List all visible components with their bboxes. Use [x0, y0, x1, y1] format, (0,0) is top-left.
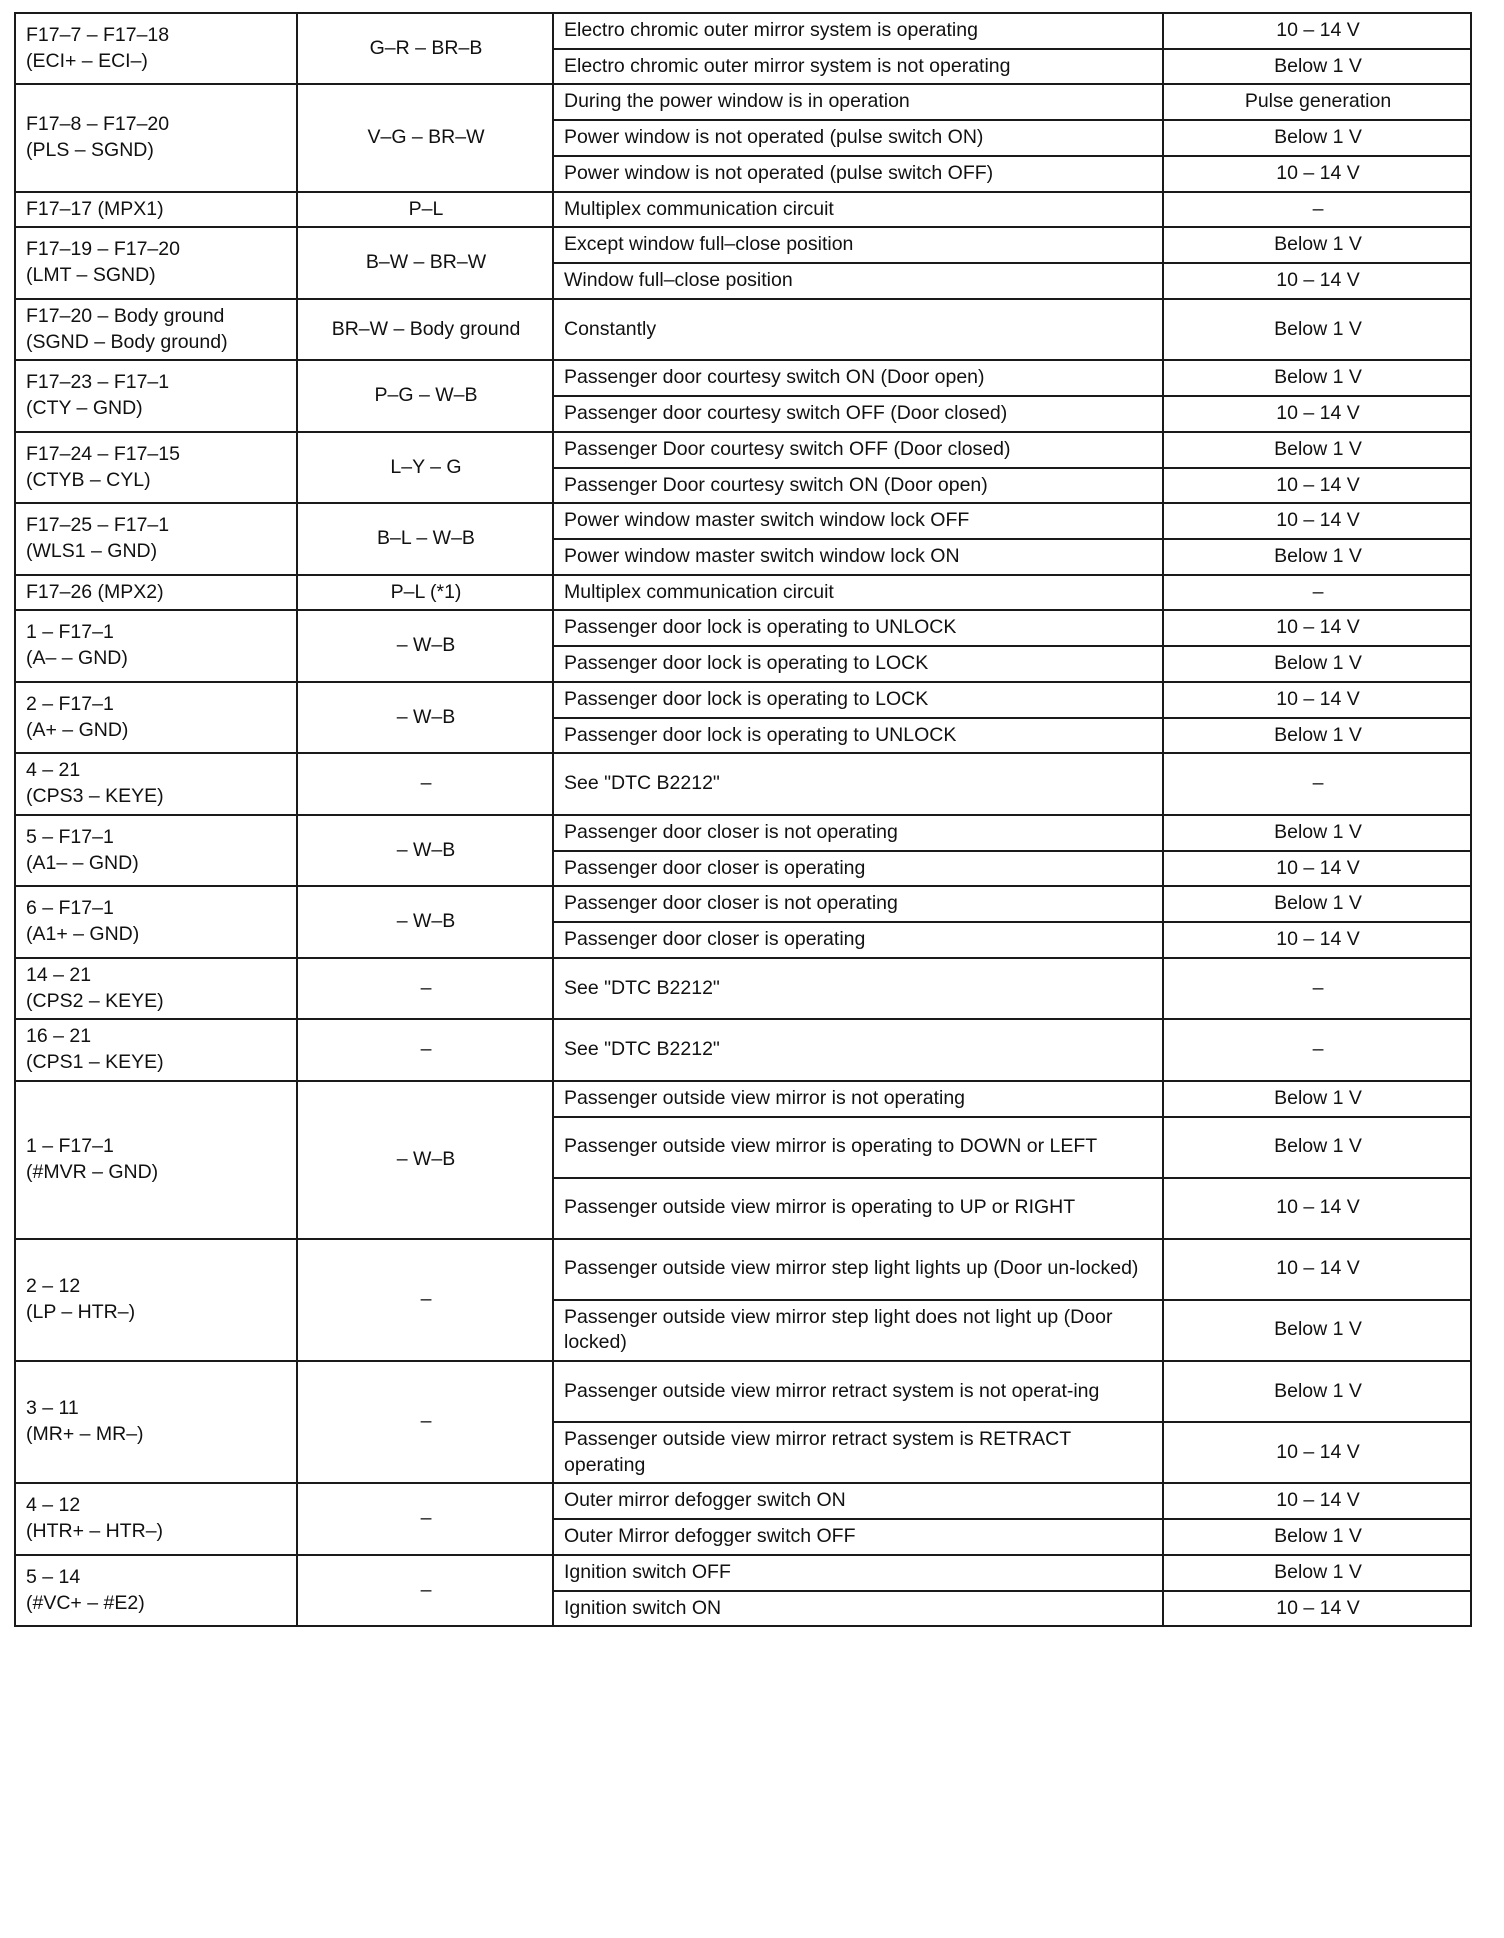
table-row — [15, 84, 1471, 120]
table-row — [15, 610, 1471, 646]
specified-condition-cell: Below 1 V — [1163, 539, 1471, 575]
condition-cell: Passenger outside view mirror retract system is RETRACT operating — [553, 1422, 1163, 1483]
terminal-no: F17–20 – Body ground — [26, 304, 225, 327]
condition-cell: Electro chromic outer mirror system is operating — [553, 13, 1163, 49]
specified-condition-cell: – — [1163, 753, 1471, 814]
table-body — [15, 13, 1471, 1626]
wiring-color-cell: – — [297, 958, 553, 1019]
condition-cell: Passenger door courtesy switch ON (Door open) — [553, 360, 1163, 396]
table-row — [15, 753, 1471, 814]
condition-cell: Passenger outside view mirror is operating to DOWN or LEFT — [553, 1117, 1163, 1178]
condition-cell: Passenger door closer is not operating — [553, 886, 1163, 922]
terminal-no: F17–19 – F17–20 — [26, 238, 180, 261]
specified-condition-cell: Below 1 V — [1163, 49, 1471, 85]
specified-condition-cell: 10 – 14 V — [1163, 1483, 1471, 1519]
terminal-voltage-table — [14, 12, 1472, 1627]
terminal-symbol: (LMT – SGND) — [26, 264, 156, 287]
terminal-cell — [15, 1555, 297, 1626]
terminal-no: 6 – F17–1 — [26, 897, 114, 920]
condition-cell: Ignition switch OFF — [553, 1555, 1163, 1591]
terminal-cell — [15, 815, 297, 886]
table-row — [15, 299, 1471, 360]
terminal-cell — [15, 503, 297, 574]
specified-condition-cell: – — [1163, 192, 1471, 228]
terminal-symbol: (A1– – GND) — [26, 851, 139, 874]
table-row — [15, 1555, 1471, 1591]
wiring-color-cell: – — [297, 1483, 553, 1554]
terminal-cell — [15, 192, 297, 228]
specified-condition-cell: 10 – 14 V — [1163, 1239, 1471, 1300]
specified-condition-cell: 10 – 14 V — [1163, 13, 1471, 49]
terminal-no: F17–7 – F17–18 — [26, 24, 170, 46]
specified-condition-cell: Below 1 V — [1163, 120, 1471, 156]
condition-cell: Passenger Door courtesy switch OFF (Door closed) — [553, 432, 1163, 468]
condition-cell: Passenger door lock is operating to LOCK — [553, 682, 1163, 718]
table-row — [15, 13, 1471, 49]
terminal-symbol: (HTR+ – HTR–) — [26, 1520, 164, 1543]
table-row — [15, 360, 1471, 396]
terminal-cell — [15, 1361, 297, 1483]
specified-condition-cell: Below 1 V — [1163, 815, 1471, 851]
terminal-symbol: (WLS1 – GND) — [26, 540, 158, 563]
terminal-cell — [15, 1019, 297, 1080]
condition-cell: Passenger outside view mirror step light lights up (Door un-locked) — [553, 1239, 1163, 1300]
wiring-color-cell: – — [297, 753, 553, 814]
table-row — [15, 192, 1471, 228]
terminal-no: F17–26 (MPX2) — [26, 580, 164, 603]
condition-cell: Passenger outside view mirror is not operating — [553, 1081, 1163, 1117]
specified-condition-cell: Below 1 V — [1163, 432, 1471, 468]
specified-condition-cell: Below 1 V — [1163, 1361, 1471, 1422]
terminal-symbol: (#VC+ – #E2) — [26, 1591, 145, 1614]
specified-condition-cell: Below 1 V — [1163, 1555, 1471, 1591]
wiring-color-cell: – W–B — [297, 886, 553, 957]
wiring-color-cell: L–Y – G — [297, 432, 553, 503]
specified-condition-cell: Below 1 V — [1163, 1519, 1471, 1555]
terminal-no: 3 – 11 — [26, 1397, 79, 1420]
condition-cell: Outer mirror defogger switch ON — [553, 1483, 1163, 1519]
terminal-cell — [15, 360, 297, 431]
specified-condition-cell: 10 – 14 V — [1163, 851, 1471, 887]
condition-cell: Passenger door lock is operating to LOCK — [553, 646, 1163, 682]
condition-cell: Constantly — [553, 299, 1163, 360]
specified-condition-cell: 10 – 14 V — [1163, 503, 1471, 539]
condition-cell: Passenger door closer is operating — [553, 922, 1163, 958]
terminal-cell — [15, 753, 297, 814]
specified-condition-cell: 10 – 14 V — [1163, 396, 1471, 432]
terminal-no: F17–8 – F17–20 — [26, 113, 170, 136]
condition-cell: Passenger outside view mirror is operating to UP or RIGHT — [553, 1178, 1163, 1239]
specified-condition-cell: – — [1163, 575, 1471, 611]
specified-condition-cell: 10 – 14 V — [1163, 1591, 1471, 1627]
table-row — [15, 682, 1471, 718]
table-row — [15, 1019, 1471, 1080]
table-row — [15, 958, 1471, 1019]
terminal-symbol: (A1+ – GND) — [26, 923, 140, 946]
terminal-cell — [15, 575, 297, 611]
condition-cell: Electro chromic outer mirror system is not operating — [553, 49, 1163, 85]
specified-condition-cell: Below 1 V — [1163, 1300, 1471, 1361]
specified-condition-cell: Below 1 V — [1163, 299, 1471, 360]
wiring-color-cell: – W–B — [297, 1081, 553, 1239]
table-row — [15, 575, 1471, 611]
specified-condition-cell: Pulse generation — [1163, 84, 1471, 120]
wiring-color-cell: – — [297, 1239, 553, 1361]
terminal-cell — [15, 1483, 297, 1554]
specified-condition-cell: Below 1 V — [1163, 360, 1471, 396]
specified-condition-cell: 10 – 14 V — [1163, 263, 1471, 299]
wiring-color-cell: P–L — [297, 192, 553, 228]
specified-condition-cell: Below 1 V — [1163, 646, 1471, 682]
terminal-no: 1 – F17–1 — [26, 621, 114, 644]
specified-condition-cell: Below 1 V — [1163, 1081, 1471, 1117]
condition-cell: Power window master switch window lock OFF — [553, 503, 1163, 539]
condition-cell: During the power window is in operation — [553, 84, 1163, 120]
terminal-cell — [15, 84, 297, 191]
terminal-symbol: (SGND – Body ground) — [26, 330, 228, 353]
terminal-symbol: (CPS2 – KEYE) — [26, 989, 164, 1012]
wiring-color-cell: – — [297, 1555, 553, 1626]
terminal-spec-sheet — [14, 12, 1470, 1627]
condition-cell: See "DTC B2212" — [553, 1019, 1163, 1080]
terminal-symbol: (MR+ – MR–) — [26, 1423, 144, 1446]
wiring-color-cell: B–L – W–B — [297, 503, 553, 574]
terminal-no: 4 – 21 — [26, 759, 81, 782]
wiring-color-cell: – W–B — [297, 682, 553, 753]
condition-cell: Passenger door lock is operating to UNLOCK — [553, 718, 1163, 754]
specified-condition-cell: 10 – 14 V — [1163, 922, 1471, 958]
terminal-no: 1 – F17–1 — [26, 1134, 114, 1157]
table-row — [15, 432, 1471, 468]
specified-condition-cell: 10 – 14 V — [1163, 468, 1471, 504]
wiring-color-cell: – — [297, 1019, 553, 1080]
terminal-no: F17–17 (MPX1) — [26, 197, 164, 220]
wiring-color-cell: P–G – W–B — [297, 360, 553, 431]
terminal-symbol: (CTYB – CYL) — [26, 468, 151, 491]
terminal-cell — [15, 1081, 297, 1239]
specified-condition-cell: – — [1163, 958, 1471, 1019]
table-row — [15, 815, 1471, 851]
terminal-no: 5 – 14 — [26, 1565, 81, 1588]
condition-cell: Passenger door courtesy switch OFF (Door closed) — [553, 396, 1163, 432]
wiring-color-cell: BR–W – Body ground — [297, 299, 553, 360]
table-row — [15, 1081, 1471, 1117]
condition-cell: Outer Mirror defogger switch OFF — [553, 1519, 1163, 1555]
condition-cell: Passenger Door courtesy switch ON (Door open) — [553, 468, 1163, 504]
terminal-no: 5 – F17–1 — [26, 825, 114, 848]
terminal-no: F17–25 – F17–1 — [26, 514, 170, 537]
condition-cell: Power window is not operated (pulse switch ON) — [553, 120, 1163, 156]
terminal-cell — [15, 1239, 297, 1361]
specified-condition-cell: Below 1 V — [1163, 718, 1471, 754]
wiring-color-cell: V–G – BR–W — [297, 84, 553, 191]
terminal-cell — [15, 886, 297, 957]
terminal-no: F17–23 – F17–1 — [26, 371, 170, 394]
terminal-symbol: (LP – HTR–) — [26, 1300, 136, 1323]
terminal-cell — [15, 958, 297, 1019]
condition-cell: Passenger door closer is not operating — [553, 815, 1163, 851]
specified-condition-cell: Below 1 V — [1163, 227, 1471, 263]
table-row — [15, 886, 1471, 922]
terminal-symbol: (CPS3 – KEYE) — [26, 785, 164, 808]
specified-condition-cell: – — [1163, 1019, 1471, 1080]
table-row — [15, 1483, 1471, 1519]
terminal-no: 2 – F17–1 — [26, 692, 114, 715]
condition-cell: Except window full–close position — [553, 227, 1163, 263]
wiring-color-cell: – W–B — [297, 610, 553, 681]
table-row — [15, 1239, 1471, 1300]
wiring-color-cell: B–W – BR–W — [297, 227, 553, 298]
terminal-symbol: (CTY – GND) — [26, 397, 143, 420]
terminal-symbol: (ECI+ – ECI–) — [26, 49, 148, 72]
terminal-no: 4 – 12 — [26, 1494, 81, 1517]
terminal-symbol: (A+ – GND) — [26, 718, 129, 741]
specified-condition-cell: 10 – 14 V — [1163, 682, 1471, 718]
condition-cell: Window full–close position — [553, 263, 1163, 299]
condition-cell: See "DTC B2212" — [553, 958, 1163, 1019]
terminal-cell — [15, 682, 297, 753]
condition-cell: Power window is not operated (pulse switch OFF) — [553, 156, 1163, 192]
condition-cell: Ignition switch ON — [553, 1591, 1163, 1627]
condition-cell: Power window master switch window lock ON — [553, 539, 1163, 575]
condition-cell: Passenger door closer is operating — [553, 851, 1163, 887]
wiring-color-cell: G–R – BR–B — [297, 13, 553, 84]
specified-condition-cell: 10 – 14 V — [1163, 156, 1471, 192]
wiring-color-cell: P–L (*1) — [297, 575, 553, 611]
terminal-cell — [15, 432, 297, 503]
condition-cell: Multiplex communication circuit — [553, 575, 1163, 611]
terminal-cell — [15, 227, 297, 298]
terminal-symbol: (PLS – SGND) — [26, 139, 154, 162]
condition-cell: Passenger door lock is operating to UNLOCK — [553, 610, 1163, 646]
specified-condition-cell: Below 1 V — [1163, 886, 1471, 922]
wiring-color-cell: – — [297, 1361, 553, 1483]
terminal-symbol: (#MVR – GND) — [26, 1160, 159, 1183]
terminal-no: F17–24 – F17–15 — [26, 442, 180, 465]
terminal-no: 2 – 12 — [26, 1275, 81, 1297]
terminal-no: 16 – 21 — [26, 1025, 92, 1048]
terminal-cell — [15, 299, 297, 360]
terminal-cell — [15, 610, 297, 681]
wiring-color-cell: – W–B — [297, 815, 553, 886]
specified-condition-cell: 10 – 14 V — [1163, 1422, 1471, 1483]
terminal-no: 14 – 21 — [26, 963, 92, 986]
condition-cell: Passenger outside view mirror step light does not light up (Door locked) — [553, 1300, 1163, 1361]
condition-cell: Passenger outside view mirror retract system is not operat-ing — [553, 1361, 1163, 1422]
table-row — [15, 227, 1471, 263]
table-row — [15, 1361, 1471, 1422]
specified-condition-cell: 10 – 14 V — [1163, 610, 1471, 646]
condition-cell: Multiplex communication circuit — [553, 192, 1163, 228]
terminal-symbol: (A– – GND) — [26, 647, 128, 670]
terminal-cell — [15, 13, 297, 84]
condition-cell: See "DTC B2212" — [553, 753, 1163, 814]
specified-condition-cell: Below 1 V — [1163, 1117, 1471, 1178]
table-row — [15, 503, 1471, 539]
terminal-symbol: (CPS1 – KEYE) — [26, 1051, 164, 1074]
specified-condition-cell: 10 – 14 V — [1163, 1178, 1471, 1239]
